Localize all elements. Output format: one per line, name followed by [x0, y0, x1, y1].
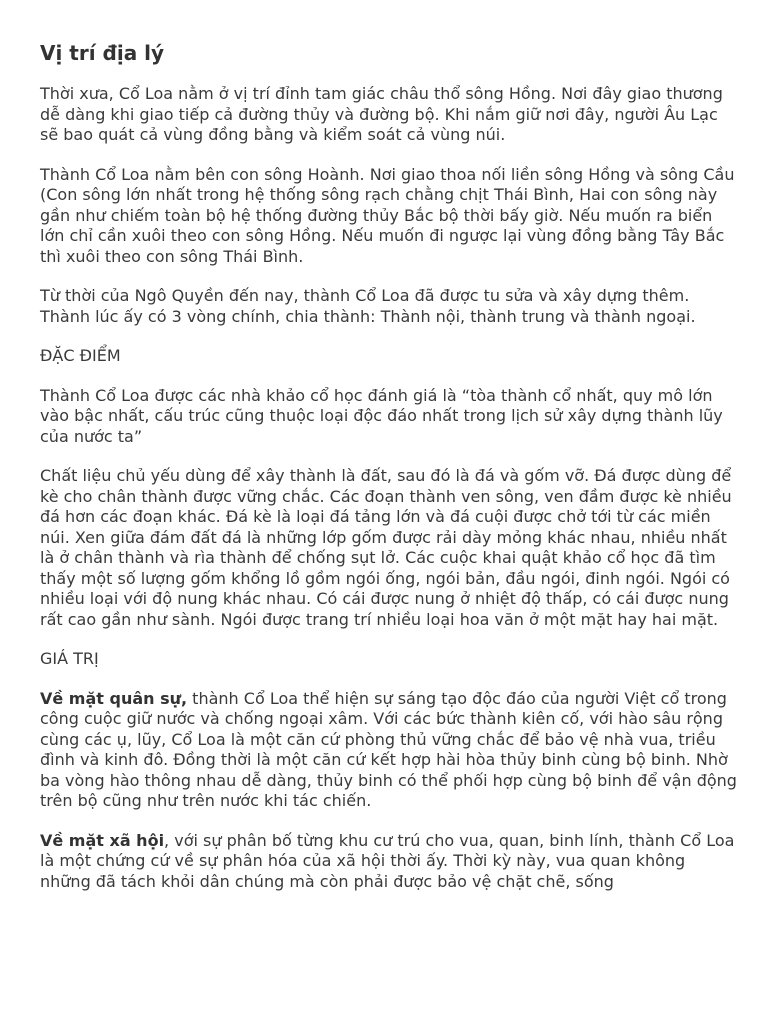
paragraph-river: Thành Cổ Loa nằm bên con sông Hoành. Nơi giao thoa nối liền sông Hồng và sông Cầu (Con sông lớn nhất trong hệ thống sông rạch chằng chịt Thái Bình, Hai con sông này gần như chiếm toàn bộ hệ thống đường thủy Bắc bộ thời bấy giờ. Nếu muốn ra biển lớn chỉ cần xuôi theo con sông Hồng. Nếu muốn đi ngược lại vùng đồng bằng Tây Bắc thì xuôi theo con sông Thái Bình.	[40, 164, 735, 266]
paragraph-history: Từ thời của Ngô Quyền đến nay, thành Cổ Loa đã được tu sửa và xây dựng thêm. Thành lúc ấy có 3 vòng chính, chia thành: Thành nội, thành trung và thành ngoại.	[40, 286, 696, 326]
military-text: thành Cổ Loa thể hiện sự sáng tạo độc đáo của người Việt cổ trong công cuộc giữ nước và chống ngoại xâm. Với các bức thành kiên cố, với hào sâu rộng cùng các ụ, lũy, Cổ Loa là một căn cứ phòng thủ vững chắc để bảo vệ nhà vua, triều đình và kinh đô. Đồng thời là một căn cứ kết hợp hài hòa thủy binh cùng bộ binh. Nhờ ba vòng hào thông nhau dễ dàng, thủy binh có thể phối hợp cùng bộ binh để vận động trên bộ cũng như trên nước khi tác chiến.	[40, 688, 737, 810]
paragraph-location: Thời xưa, Cổ Loa nằm ở vị trí đỉnh tam giác châu thổ sông Hồng. Nơi đây giao thương dễ dàng khi giao tiếp cả đường thủy và đường bộ. Khi nắm giữ nơi đây, người Âu Lạc sẽ bao quát cả vùng đồng bằng và kiểm soát cả vùng núi.	[40, 84, 723, 144]
section-heading-value: GIÁ TRỊ	[40, 649, 99, 668]
paragraph-social	[40, 831, 740, 893]
military-lead: Về mặt quân sự,	[40, 688, 188, 708]
social-lead: Về mặt xã hội	[40, 830, 165, 850]
paragraph-assessment: Thành Cổ Loa được các nhà khảo cổ học đánh giá là “tòa thành cổ nhất, quy mô lớn vào bậc nhất, cấu trúc cũng thuộc loại độc đáo nhất trong lịch sử xây dựng thành lũy của nước ta”	[40, 385, 723, 446]
paragraph-military	[40, 689, 740, 812]
social-text: , với sự phân bố từng khu cư trú cho vua, quan, binh lính, thành Cổ Loa là một chứng cứ về sự phân hóa của xã hội thời ấy. Thời kỳ này, vua quan không những đã tách khỏi dân chúng mà còn phải được bảo vệ chặt chẽ, sống	[40, 830, 735, 891]
page-title: Vị trí địa lý	[40, 41, 165, 65]
section-heading-features: ĐẶC ĐIỂM	[40, 346, 121, 365]
paragraph-materials: Chất liệu chủ yếu dùng để xây thành là đất, sau đó là đá và gốm vỡ. Đá được dùng để kè cho chân thành được vững chắc. Các đoạn thành ven sông, ven đầm được kè nhiều đá hơn các đoạn khác. Đá kè là loại đá tảng lớn và đá cuội được chở tới từ các miền núi. Xen giữa đám đất đá là những lớp gốm được rải dày mỏng khác nhau, nhiều nhất là ở chân thành và rìa thành để chống sụt lở. Các cuộc khai quật khảo cổ học đã tìm thấy một số lượng gốm khổng lồ gồm ngói ống, ngói bản, đầu ngói, đinh ngói. Ngói có nhiều loại với độ nung khác nhau. Có cái được nung ở nhiệt độ thấp, có cái được nung rất cao gần như sành. Ngói được trang trí nhiều loại hoa văn ở một mặt hay hai mặt.	[40, 466, 732, 629]
